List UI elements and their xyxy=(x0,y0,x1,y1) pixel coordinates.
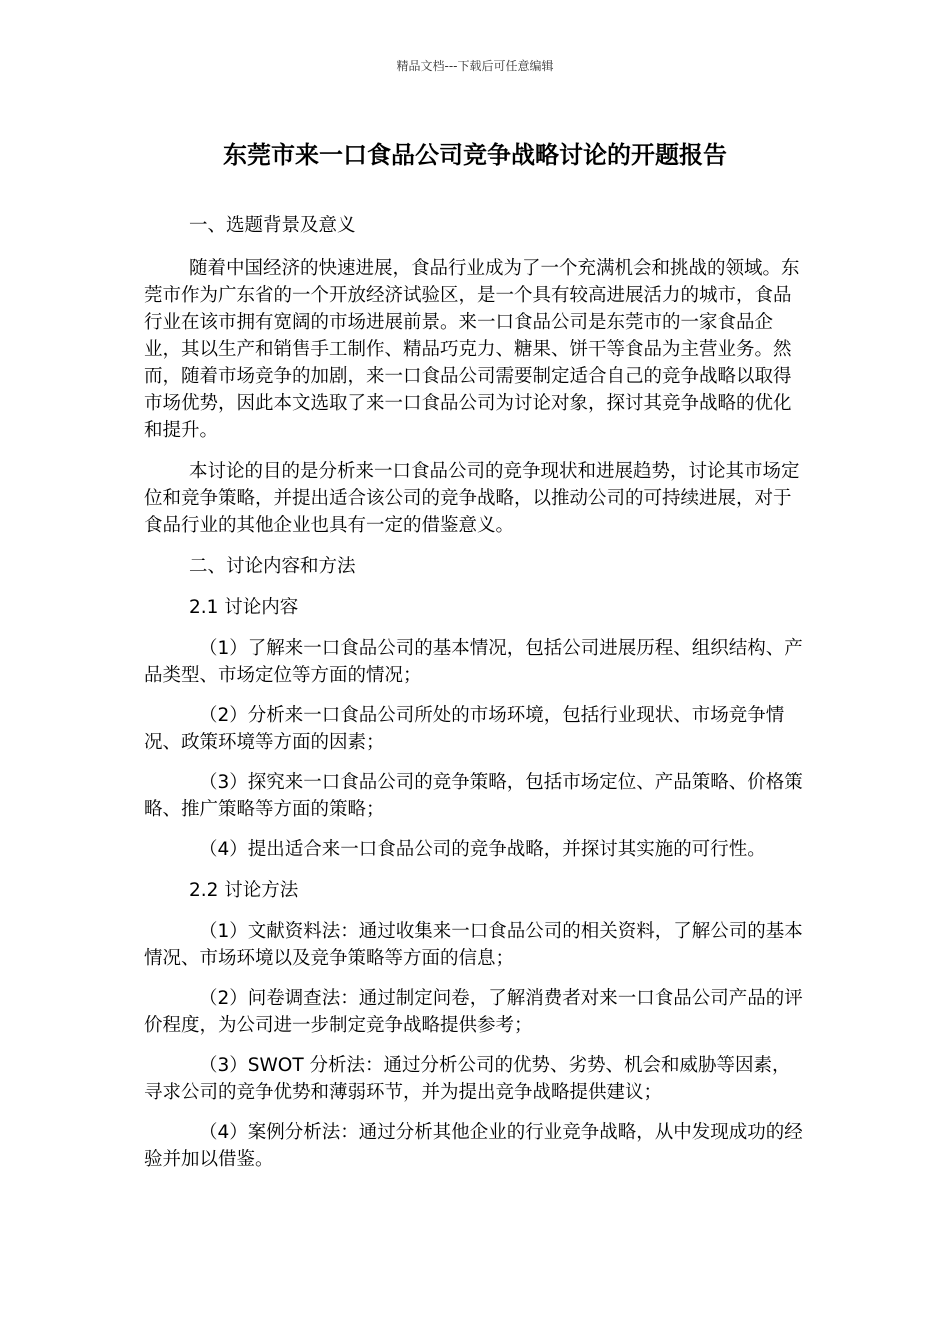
content-item-4: （4）提出适合来一口食品公司的竞争战略，并探讨其实施的可行性。 xyxy=(199,839,766,860)
content-item-3: （3）探究来一口食品公司的竞争策略，包括市场定位、产品策略、价格策略、推广策略等方面的策略； xyxy=(144,772,803,820)
document-title: 东莞市来一口食品公司竞争战略讨论的开题报告 xyxy=(223,141,727,169)
section-1-heading: 一、选题背景及意义 xyxy=(189,215,356,236)
method-item-1: （1）文献资料法：通过收集来一口食品公司的相关资料，了解公司的基本情况、市场环境以及竞争策略等方面的信息； xyxy=(144,921,803,969)
method-item-4: （4）案例分析法：通过分析其他企业的行业竞争战略，从中发现成功的经验并加以借鉴。 xyxy=(144,1122,803,1170)
document-body xyxy=(144,212,808,1173)
section-1-paragraph-1: 随着中国经济的快速进展，食品行业成为了一个充满机会和挑战的领域。东莞市作为广东省的一个开放经济试验区，是一个具有较高进展活力的城市，食品行业在该市拥有宽阔的市场进展前景。来一口食品公司是东莞市的一家食品企业，其以生产和销售手工制作、精品巧克力、糖果、饼干等食品为主营业务。然而，随着市场竞争的加剧，来一口食品公司需要制定适合自己的竞争战略以取得市场优势，因此本文选取了来一口食品公司为讨论对象，探讨其竞争战略的优化和提升。 xyxy=(144,258,800,441)
section-2-1-heading: 2.1 讨论内容 xyxy=(189,597,299,618)
section-2-2-heading: 2.2 讨论方法 xyxy=(189,880,299,901)
section-1-paragraph-2: 本讨论的目的是分析来一口食品公司的竞争现状和进展趋势，讨论其市场定位和竞争策略，并提出适合该公司的竞争战略，以推动公司的可持续进展，对于食品行业的其他企业也具有一定的借鉴意义。 xyxy=(144,461,800,536)
section-2-heading: 二、讨论内容和方法 xyxy=(189,556,356,577)
header-note: 精品文档---下载后可任意编辑 xyxy=(396,59,554,73)
content-item-1: （1）了解来一口食品公司的基本情况，包括公司进展历程、组织结构、产品类型、市场定位等方面的情况； xyxy=(144,638,803,686)
method-item-3: （3）SWOT 分析法：通过分析公司的优势、劣势、机会和威胁等因素，寻求公司的竞争优势和薄弱环节，并为提出竞争战略提供建议； xyxy=(144,1055,791,1103)
content-item-2: （2）分析来一口食品公司所处的市场环境，包括行业现状、市场竞争情况、政策环境等方面的因素； xyxy=(144,705,785,753)
method-item-2: （2）问卷调查法：通过制定问卷，了解消费者对来一口食品公司产品的评价程度，为公司进一步制定竞争战略提供参考； xyxy=(144,988,803,1036)
